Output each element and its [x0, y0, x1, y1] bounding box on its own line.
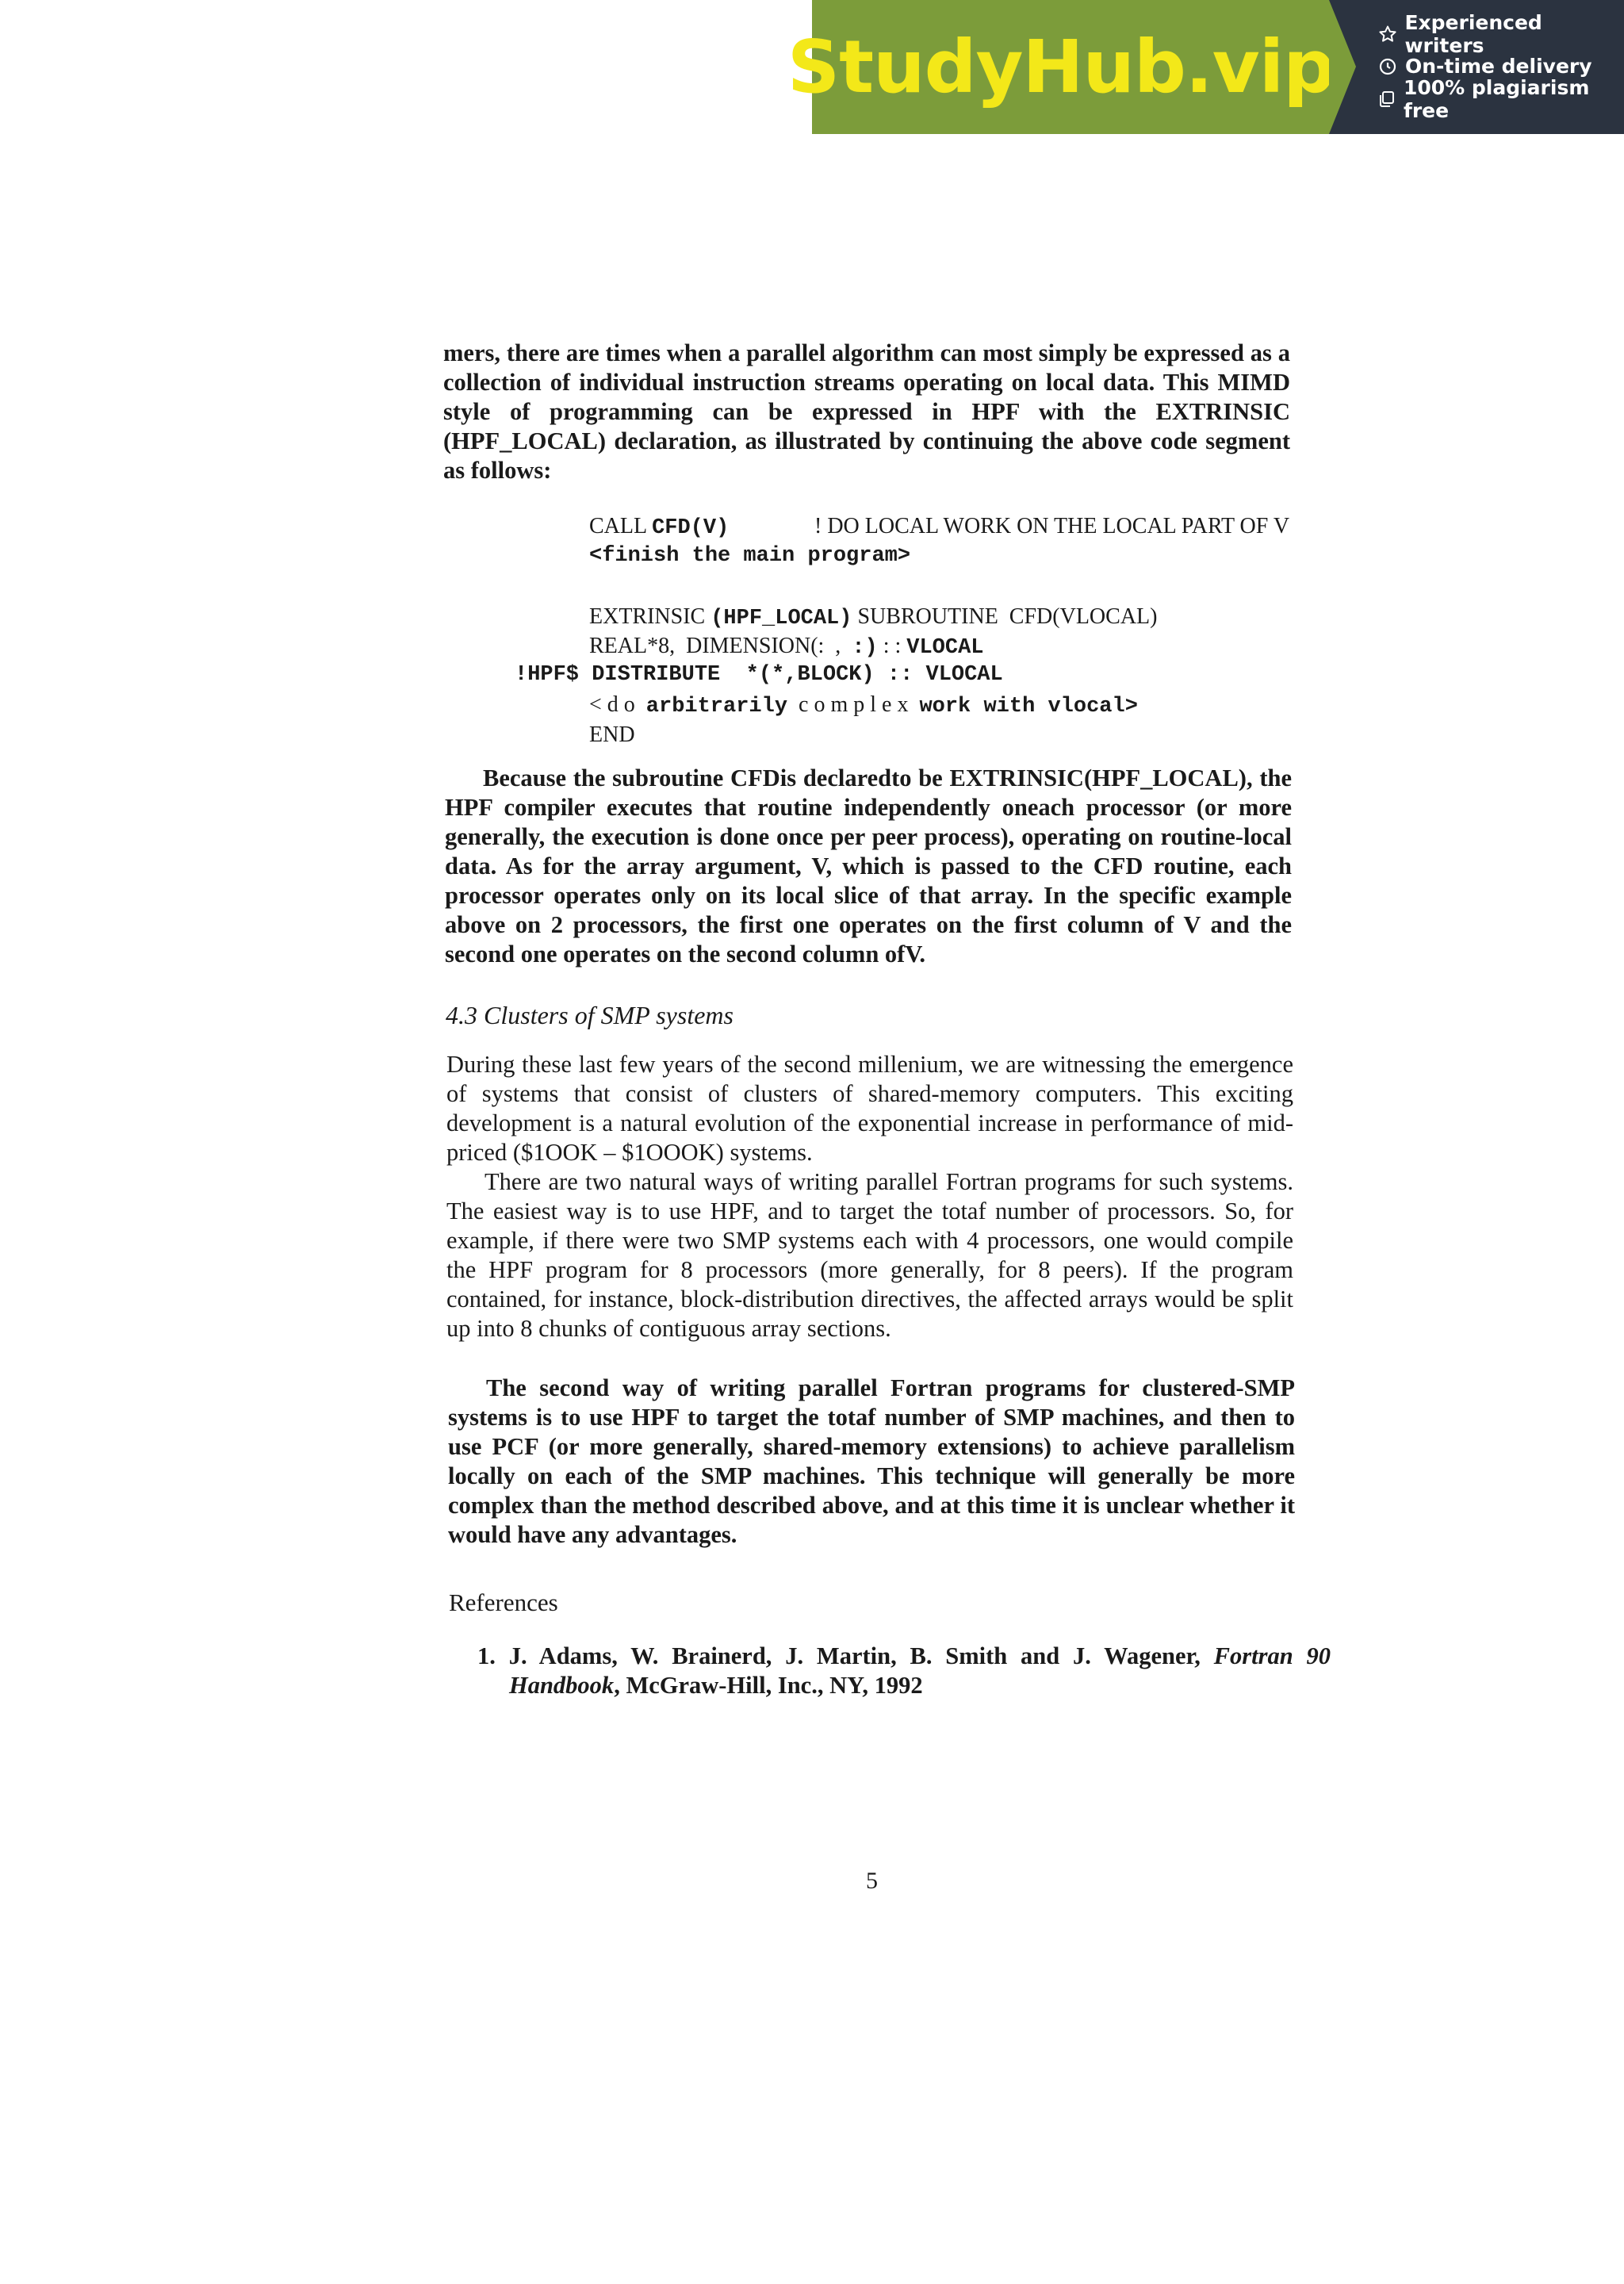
code-text: arbitrarily — [645, 695, 788, 719]
clock-icon — [1377, 56, 1399, 78]
code-text: EXTRINSIC — [589, 604, 711, 629]
references-heading: References — [449, 1588, 558, 1616]
code-line-real — [589, 631, 984, 663]
code-line-call — [589, 512, 729, 543]
feature-label: 100% plagiarism free — [1403, 75, 1590, 122]
code-line-end: END — [589, 722, 635, 747]
hpf-directive: !HPF$ — [515, 663, 580, 687]
feature-list — [1329, 0, 1624, 134]
feature-item — [1377, 10, 1624, 57]
code-text: : : — [877, 634, 907, 658]
section-heading: 4.3 Clusters of SMP systems — [446, 1001, 733, 1029]
reference-title: Fortran 90 Handbook — [509, 1642, 1331, 1699]
page-number: 5 — [866, 1868, 878, 1894]
reference-number: 1. — [477, 1642, 496, 1669]
cfd-paragraph: Because the subroutine CFDis declaredto be EXTRINSIC(HPF_LOCAL), the HPF compiler executes that routine independently oneach processor (or more generally, the execution is done once per peer process), operating on routine-local data. As for the array argument, V, which is passed to the CFD routine, each processor operates only on its local slice of that array. In the specific example above on 2 processors, the first one operates on the first column of V and the second one operates on the second column ofV. — [445, 765, 1292, 968]
code-text: VLOCAL — [906, 636, 984, 660]
code-text: REAL*8, DIMENSION(: , — [589, 634, 852, 658]
feature-label: On-time delivery — [1405, 55, 1592, 78]
reference-publisher: , McGraw-Hill, Inc., NY, 1992 — [614, 1672, 923, 1699]
reference-item — [477, 1642, 1331, 1700]
code-text: SUBROUTINE CFD(VLOCAL) — [852, 604, 1158, 629]
section-paragraph: The second way of writing parallel Fortran programs for clustered-SMP systems is to use HPF to target the totaf number of SMP machines, and then to use PCF (or more generally, shared-memory extensions) to achieve parallelism locally on each of the SMP machines. This technique will generally be more complex than the method described above, and at this time it is unclear whether it would have any advantages. — [448, 1374, 1295, 1548]
code-text: :) — [852, 636, 878, 660]
code-text: < d o — [589, 692, 646, 717]
code-line-finish: <finish the main program> — [589, 544, 911, 568]
reference-authors: J. Adams, W. Brainerd, J. Martin, B. Smith and J. Wagener, — [508, 1642, 1214, 1669]
code-text: CFD(V) — [652, 516, 730, 540]
studyhub-banner[interactable] — [787, 0, 1624, 134]
code-text: DISTRIBUTE *(*,BLOCK) :: VLOCAL — [579, 663, 1003, 687]
code-text: work with vlocal> — [919, 695, 1138, 719]
code-line-work — [589, 690, 1138, 722]
code-text: c o m p l e x — [787, 692, 920, 717]
feature-label: Experienced writers — [1404, 10, 1542, 57]
code-line-extrinsic — [589, 602, 1157, 634]
intro-paragraph: mers, there are times when a parallel algorithm can most simply be expressed as a collection of individual instruction streams operating on local data. This MIMD style of programming can be expressed in HPF with the EXTRINSIC (HPF_LOCAL) declaration, as illustrated by continuing the above code segment as follows: — [443, 339, 1290, 484]
code-text: CALL — [589, 514, 653, 538]
code-text: (HPF_LOCAL) — [710, 607, 852, 630]
copy-icon — [1377, 88, 1397, 110]
star-icon — [1377, 23, 1398, 45]
logo-text: StudyHub.vip — [787, 25, 1335, 109]
section-paragraph: During these last few years of the second millenium, we are witnessing the emergence of systems that consist of clusters of shared-memory computers. This exciting development is a natural evolution of the exponential increase in performance of mid-priced ($1OOK – $1OOOK) systems. — [446, 1051, 1293, 1166]
studyhub-logo[interactable] — [787, 0, 1335, 134]
code-comment: ! DO LOCAL WORK ON THE LOCAL PART OF V — [814, 514, 1290, 538]
feature-item — [1377, 75, 1624, 122]
code-line-distribute — [515, 661, 1003, 690]
section-paragraph: There are two natural ways of writing parallel Fortran programs for such systems. The easiest way is to use HPF, and to target the totaf number of processors. So, for example, if there were two SMP systems each with 4 processors, one would compile the HPF program for 8 processors (more generally, for 8 peers). If the program contained, for instance, block-distribution directives, the affected arrays would be split up into 8 chunks of contiguous array sections. — [446, 1168, 1293, 1342]
